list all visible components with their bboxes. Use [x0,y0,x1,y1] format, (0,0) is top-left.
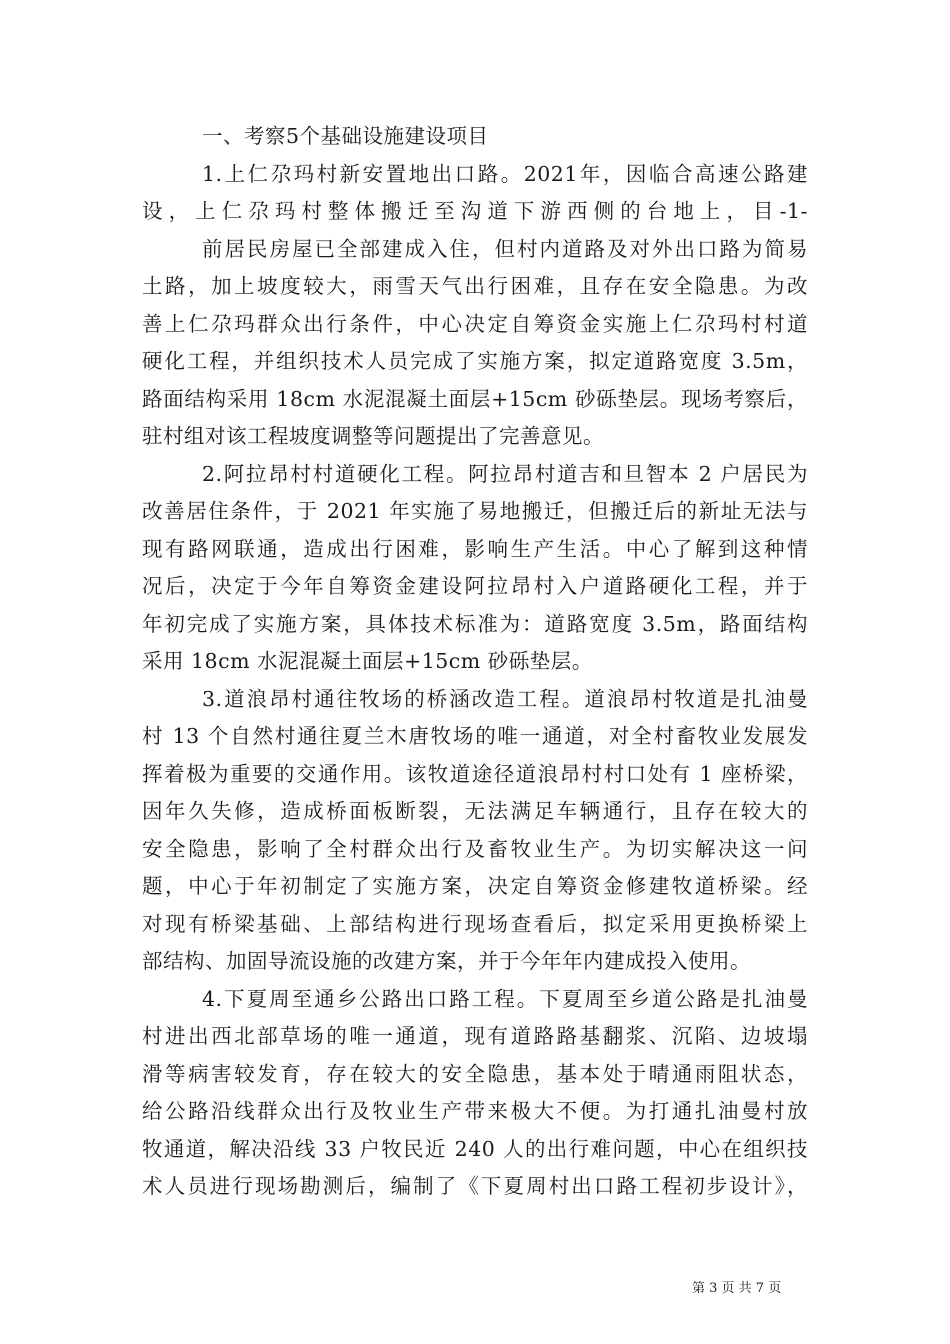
text-line: 村 13 个自然村通往夏兰木唐牧场的唯一通道，对全村畜牧业发展发 [142,724,808,748]
text-line: 善上仁尕玛群众出行条件，中心决定自筹资金实施上仁尕玛村村道 [142,311,808,336]
text-line: 挥着极为重要的交通作用。该牧道途径道浪昂村村口处有 1 座桥梁， [142,761,808,786]
text-line: 土路，加上坡度较大，雨雪天气出行困难，且存在安全隐患。为改 [142,274,808,298]
text-line: 安全隐患，影响了全村群众出行及畜牧业生产。为切实解决这一问 [142,836,808,861]
text-line: 牧通道，解决沿线 33 户牧民近 240 人的出行难问题，中心在组织技 [142,1136,808,1161]
text-line: 驻村组对该工程坡度调整等问题提出了完善意见。 [142,424,604,448]
text-line: 题，中心于年初制定了实施方案，决定自筹资金修建牧道桥梁。经 [142,874,808,898]
text-line: 给公路沿线群众出行及牧业生产带来极大不便。为打通扎油曼村放 [142,1099,808,1123]
text-line: 硬化工程，并组织技术人员完成了实施方案，拟定道路宽度 3.5m， [142,349,808,373]
page-number-footer: 第 3 页 共 7 页 [692,1281,782,1296]
text-line: 改善居住条件，于 2021 年实施了易地搬迁，但搬迁后的新址无法与 [142,499,808,523]
text-line: 年初完成了实施方案，具体技术标准为：道路宽度 3.5m，路面结构 [142,611,808,636]
paragraph-item-1 [142,156,808,231]
text-line: 部结构、加固导流设施的改建方案，并于今年年内建成投入使用。 [142,949,751,973]
paragraph-item-4 [142,981,808,1206]
text-line: 前居民房屋已全部建成入住，但村内道路及对外出口路为简易 [202,236,808,261]
text-line: 因年久失修，造成桥面板断裂，无法满足车辆通行，且存在较大的 [142,799,808,823]
text-line: 术人员进行现场勘测后，编制了《下夏周村出口路工程初步设计》， [142,1174,808,1198]
text-line: 况后，决定于今年自筹资金建设阿拉昂村入户道路硬化工程，并于 [142,574,808,598]
text-line: 现有路网联通，造成出行困难，影响生产生活。中心了解到这种情 [142,536,808,561]
text-line: 对现有桥梁基础、上部结构进行现场查看后，拟定采用更换桥梁上 [142,911,808,936]
text-line: 村进出西北部草场的唯一通道，现有道路路基翻浆、沉陷、边坡塌 [142,1024,808,1048]
document-body [142,118,808,1206]
paragraph-heading-1 [142,118,808,156]
text-line: 设，上仁尕玛村整体搬迁至沟道下游西侧的台地上，目-1- [142,199,808,223]
text-line: 采用 18cm 水泥混凝土面层+15cm 砂砾垫层。 [142,649,593,673]
text-line: 路面结构采用 18cm 水泥混凝土面层+15cm 砂砾垫层。现场考察后， [142,386,808,411]
paragraph-item-3 [142,681,808,981]
paragraph-item-1-continued [142,231,808,456]
paragraph-item-2 [142,456,808,681]
text-line: 2.阿拉昂村村道硬化工程。阿拉昂村道吉和旦智本 2 户居民为 [202,461,808,486]
text-line: 1.上仁尕玛村新安置地出口路。2021年，因临合高速公路建 [202,161,808,186]
text-line: 3.道浪昂村通往牧场的桥涵改造工程。道浪昂村牧道是扎油曼 [202,686,808,711]
text-line: 一、考察5个基础设施建设项目 [202,124,489,148]
text-line: 滑等病害较发育，存在较大的安全隐患，基本处于晴通雨阻状态， [142,1061,808,1086]
text-line: 4.下夏周至通乡公路出口路工程。下夏周至乡道公路是扎油曼 [202,986,808,1011]
